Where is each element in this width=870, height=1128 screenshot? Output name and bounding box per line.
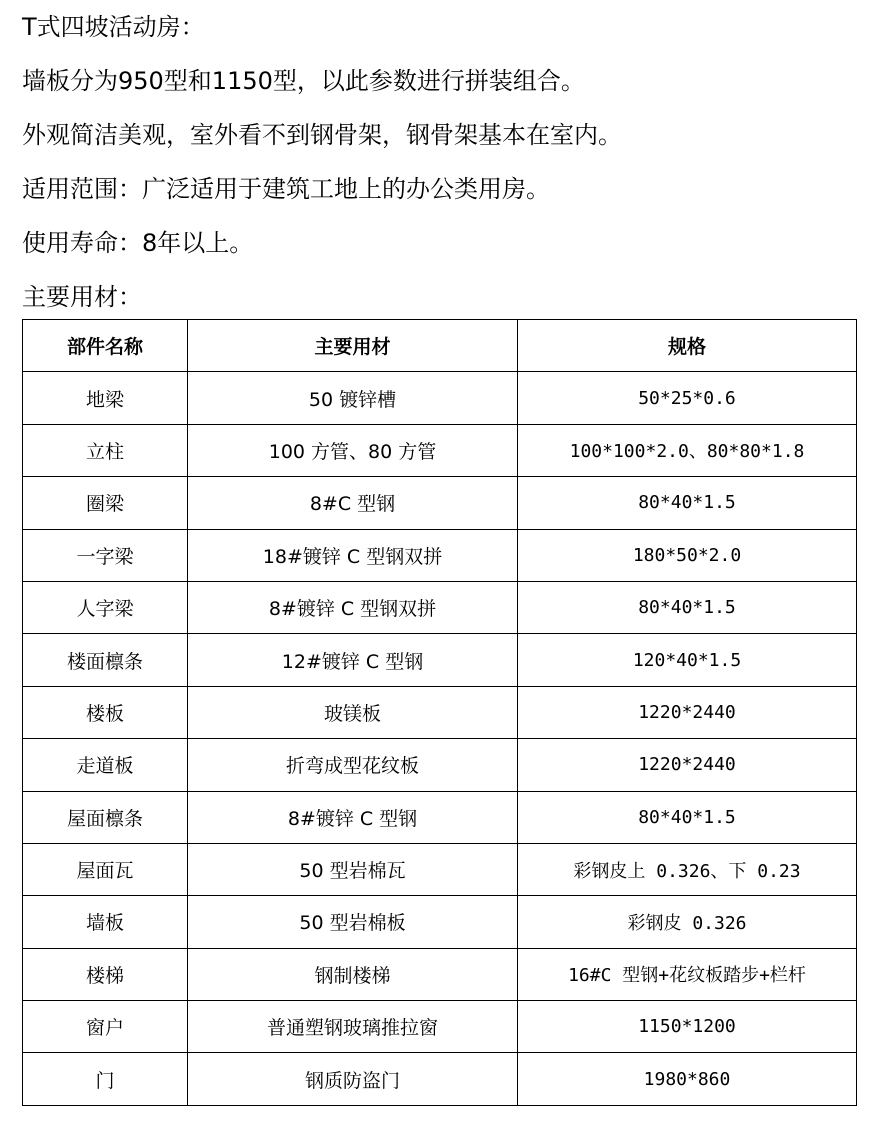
table-row	[23, 372, 857, 424]
intro-title: T式四坡活动房：	[22, 13, 205, 41]
table-row	[23, 581, 857, 633]
cell-material: 8#镀锌 C 型钢双拼	[188, 581, 518, 633]
table-row	[23, 424, 857, 476]
cell-material: 100 方管、80 方管	[188, 424, 518, 476]
header-specification: 规格	[518, 320, 857, 372]
cell-material: 8#C 型钢	[188, 477, 518, 529]
table-row	[23, 896, 857, 948]
table-row	[23, 791, 857, 843]
cell-part: 一字梁	[23, 529, 188, 581]
cell-material: 50 型岩棉瓦	[188, 843, 518, 895]
table-row	[23, 477, 857, 529]
cell-material: 8#镀锌 C 型钢	[188, 791, 518, 843]
header-main-material: 主要用材	[188, 320, 518, 372]
cell-spec: 16#C 型钢+花纹板踏步+栏杆	[518, 948, 857, 1000]
cell-spec: 50*25*0.6	[518, 372, 857, 424]
cell-material: 普通塑钢玻璃推拉窗	[188, 1001, 518, 1053]
cell-part: 楼板	[23, 686, 188, 738]
cell-material: 12#镀锌 C 型钢	[188, 634, 518, 686]
cell-part: 楼梯	[23, 948, 188, 1000]
table-header-row	[23, 320, 857, 372]
cell-material: 钢质防盗门	[188, 1053, 518, 1105]
materials-table	[22, 319, 857, 1106]
table-row	[23, 948, 857, 1000]
cell-spec: 1220*2440	[518, 739, 857, 791]
cell-part: 走道板	[23, 739, 188, 791]
cell-part: 地梁	[23, 372, 188, 424]
intro-appearance: 外观简洁美观，室外看不到钢骨架，钢骨架基本在室内。	[22, 121, 622, 149]
cell-part: 墙板	[23, 896, 188, 948]
table-row	[23, 686, 857, 738]
cell-part: 圈梁	[23, 477, 188, 529]
cell-part: 窗户	[23, 1001, 188, 1053]
cell-spec: 1980*860	[518, 1053, 857, 1105]
table-row	[23, 739, 857, 791]
cell-part: 门	[23, 1053, 188, 1105]
cell-spec: 80*40*1.5	[518, 477, 857, 529]
cell-part: 屋面檩条	[23, 791, 188, 843]
cell-spec: 180*50*2.0	[518, 529, 857, 581]
cell-spec: 1220*2440	[518, 686, 857, 738]
cell-part: 立柱	[23, 424, 188, 476]
cell-material: 钢制楼梯	[188, 948, 518, 1000]
cell-part: 屋面瓦	[23, 843, 188, 895]
table-row	[23, 634, 857, 686]
cell-part: 楼面檩条	[23, 634, 188, 686]
cell-spec: 100*100*2.0、80*80*1.8	[518, 424, 857, 476]
cell-spec: 120*40*1.5	[518, 634, 857, 686]
cell-material: 50 镀锌槽	[188, 372, 518, 424]
cell-spec: 彩钢皮 0.326	[518, 896, 857, 948]
cell-spec: 彩钢皮上 0.326、下 0.23	[518, 843, 857, 895]
intro-lifespan: 使用寿命：8年以上。	[22, 229, 254, 257]
cell-spec: 1150*1200	[518, 1001, 857, 1053]
intro-materials-heading: 主要用材：	[22, 283, 142, 311]
cell-spec: 80*40*1.5	[518, 581, 857, 633]
header-part-name: 部件名称	[23, 320, 188, 372]
table-row	[23, 1001, 857, 1053]
cell-material: 玻镁板	[188, 686, 518, 738]
intro-scope: 适用范围：广泛适用于建筑工地上的办公类用房。	[22, 175, 550, 203]
intro-wall-panel: 墙板分为950型和1150型，以此参数进行拼装组合。	[22, 67, 585, 95]
table-row	[23, 843, 857, 895]
intro-section	[22, 0, 862, 338]
cell-material: 折弯成型花纹板	[188, 739, 518, 791]
cell-spec: 80*40*1.5	[518, 791, 857, 843]
table-row	[23, 1053, 857, 1105]
cell-material: 18#镀锌 C 型钢双拼	[188, 529, 518, 581]
cell-part: 人字梁	[23, 581, 188, 633]
cell-material: 50 型岩棉板	[188, 896, 518, 948]
table-row	[23, 529, 857, 581]
